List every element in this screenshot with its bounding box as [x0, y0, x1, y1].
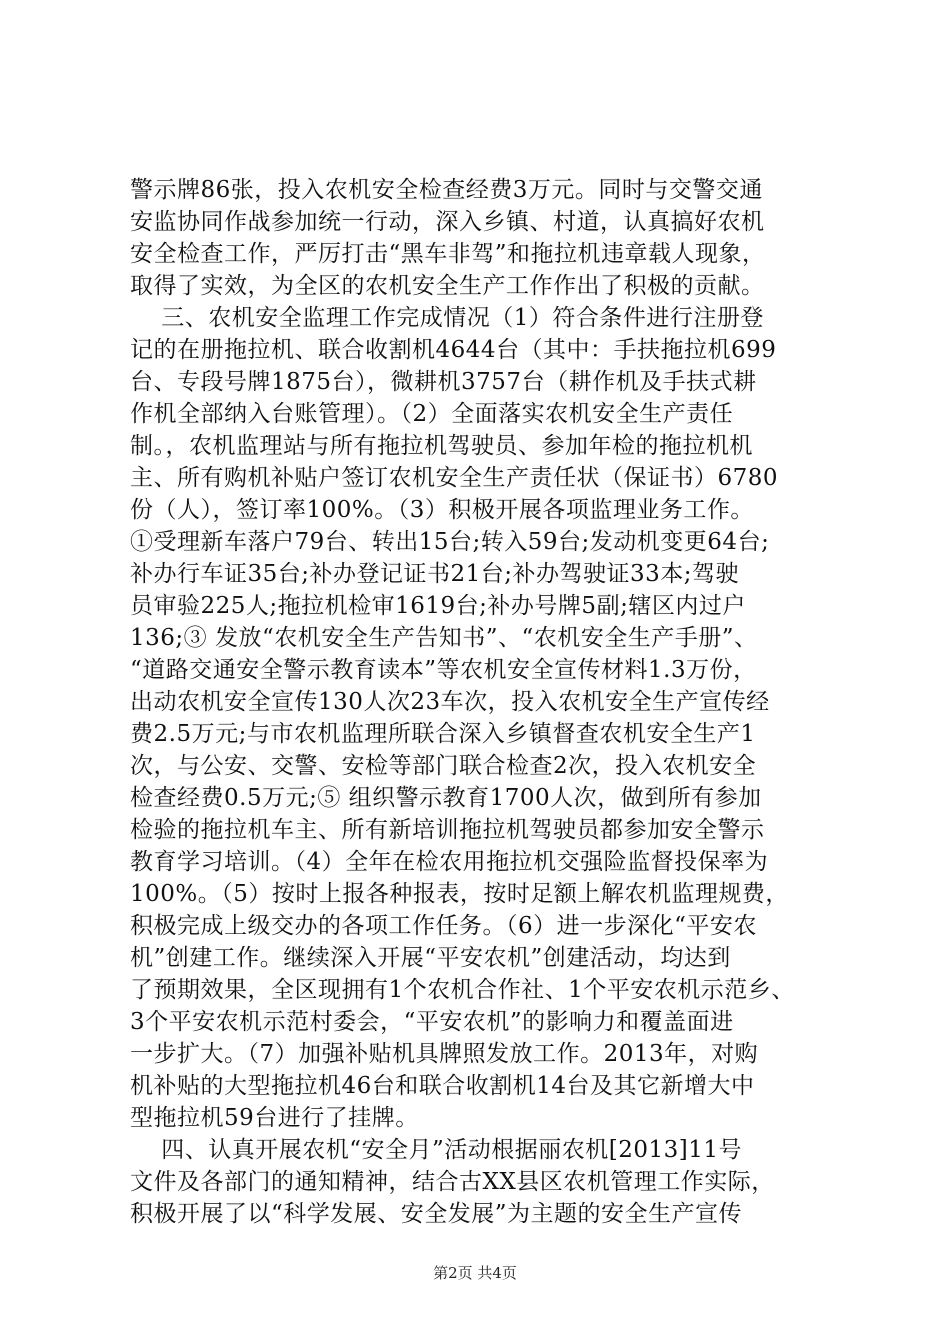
text-line: 主、所有购机补贴户签订农机安全生产责任状（保证书）6780 [130, 465, 779, 491]
text-line: 了预期效果，全区现拥有1个农机合作社、1个平安农机示范乡、 [130, 977, 795, 1003]
text-line: 安全检查工作，严厉打击“黑车非驾”和拖拉机违章载人现象， [130, 241, 766, 267]
text-line: 积极完成上级交办的各项工作任务。（6）进一步深化“平安农 [130, 913, 757, 939]
text-line: 检查经费0.5万元;⑤ 组织警示教育1700人次，做到所有参加 [130, 785, 762, 811]
text-line: 检验的拖拉机车主、所有新培训拖拉机驾驶员都参加安全警示 [130, 817, 765, 843]
text-line: 机”创建工作。继续深入开展“平安农机”创建活动，均达到 [130, 945, 731, 971]
text-line: 型拖拉机59台进行了挂牌。 [130, 1105, 419, 1131]
text-line: 员审验225人;拖拉机检审1619台;补办号牌5副;辖区内过户 [130, 593, 746, 619]
document-body [130, 174, 830, 1230]
text-line: 份（人），签订率100%。（3）积极开展各项监理业务工作。 [130, 497, 754, 523]
text-line: 安监协同作战参加统一行动，深入乡镇、村道，认真搞好农机 [130, 209, 765, 235]
text-line: 取得了实效，为全区的农机安全生产工作作出了积极的贡献。 [130, 273, 765, 299]
text-line: 136;③ 发放“农机安全生产告知书”、“农机安全生产手册”、 [130, 625, 758, 651]
text-line: 制。，农机监理站与所有拖拉机驾驶员、参加年检的拖拉机机 [130, 433, 753, 459]
text-line: 记的在册拖拉机、联合收割机4644台（其中：手扶拖拉机699 [130, 337, 777, 363]
text-line: 出动农机安全宣传130人次23车次，投入农机安全生产宣传经 [130, 689, 770, 715]
text-line: 机补贴的大型拖拉机46台和联合收割机14台及其它新增大中 [130, 1073, 755, 1099]
text-line: 100%。（5）按时上报各种报表，按时足额上解农机监理规费， [130, 881, 789, 907]
text-line: 三、农机安全监理工作完成情况（1）符合条件进行注册登 [130, 305, 764, 331]
text-line: 警示牌86张，投入农机安全检查经费3万元。同时与交警交通 [130, 177, 763, 203]
text-line: 四、认真开展农机“安全月”活动根据丽农机[2013]11号 [130, 1137, 743, 1163]
text-line: 3个平安农机示范村委会，“平安农机”的影响力和覆盖面进 [130, 1009, 734, 1035]
text-line: 一步扩大。（7）加强补贴机具牌照发放工作。2013年，对购 [130, 1041, 759, 1067]
text-line: 作机全部纳入台账管理）。（2）全面落实农机安全生产责任 [130, 401, 734, 427]
text-line: 台、专段号牌1875台），微耕机3757台（耕作机及手扶式耕 [130, 369, 757, 395]
text-line: 费2.5万元;与市农机监理所联合深入乡镇督查农机安全生产1 [130, 721, 756, 747]
text-line: 次，与公安、交警、安检等部门联合检查2次，投入农机安全 [130, 753, 757, 779]
page-footer: 第2页 共4页 [433, 1264, 517, 1282]
text-line: 积极开展了以“科学发展、安全发展”为主题的安全生产宣传 [130, 1201, 743, 1227]
text-line: 教育学习培训。（4）全年在检农用拖拉机交强险监督投保率为 [130, 849, 769, 875]
text-line: 文件及各部门的通知精神，结合古XX县区农机管理工作实际， [130, 1169, 775, 1195]
text-line: ①受理新车落户79台、转出15台;转入59台;发动机变更64台; [130, 529, 770, 555]
text-line: “道路交通安全警示教育读本”等农机安全宣传材料1.3万份， [130, 657, 757, 683]
text-line: 补办行车证35台;补办登记证书21台;补办驾驶证33本;驾驶 [130, 561, 740, 587]
